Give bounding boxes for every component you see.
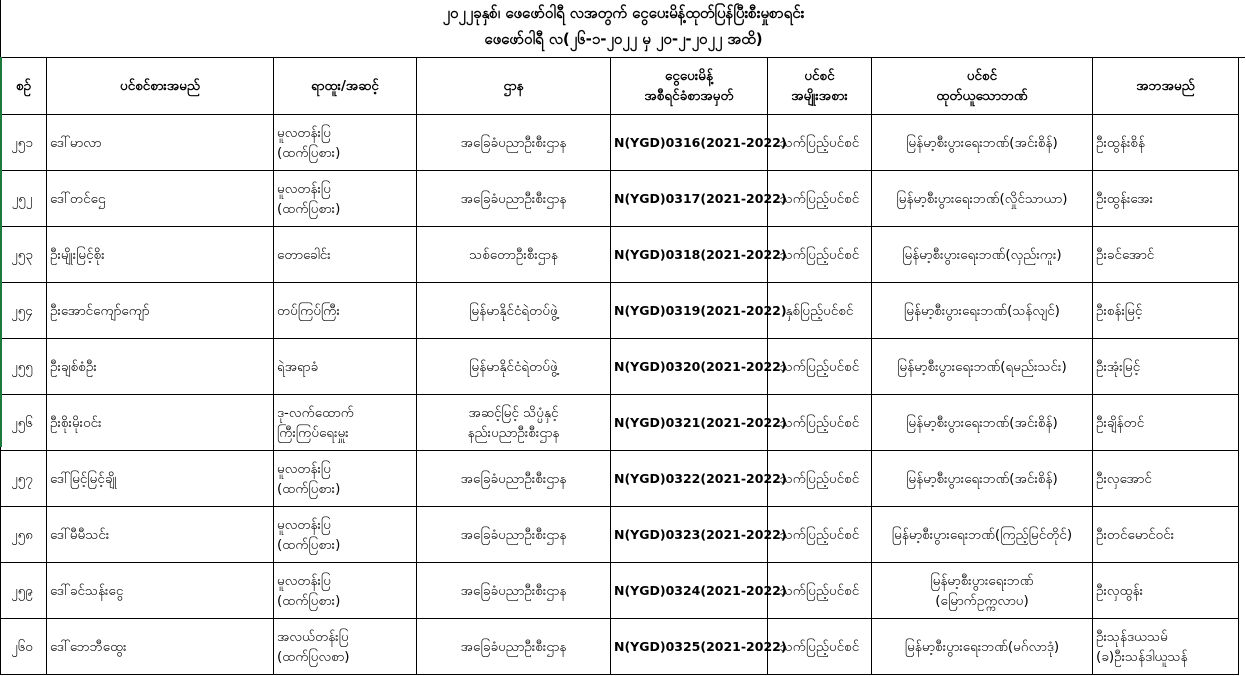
cell-name-text: ဦးမျိုးမြင့်စိုး <box>50 246 105 263</box>
report-title <box>0 0 1245 58</box>
cell-type[interactable] <box>768 451 872 507</box>
cell-bank-text: မြန်မာ့စီးပွားရေးဘဏ်(ရမည်းသင်း) <box>897 358 1067 375</box>
cell-rank[interactable] <box>274 283 417 339</box>
cell-order[interactable] <box>611 115 787 171</box>
cell-order[interactable] <box>611 395 787 451</box>
cell-bank-text: မြန်မာ့စီးပွားရေးဘဏ်(မဂ်လာဒုံ) <box>904 638 1060 655</box>
cell-bank[interactable] <box>872 227 1093 283</box>
cell-no-text: ၂၅၂ <box>11 190 33 207</box>
cell-type-text: သက်ပြည့်ပင်စင် <box>779 358 860 375</box>
cell-father-text: ဦးအုံးမြင့် <box>1096 358 1141 375</box>
cell-rank-text: မူလတန်းပြ <box>277 124 331 141</box>
cell-rank-text: တောခေါင်း <box>277 246 331 263</box>
cell-rank[interactable] <box>274 115 417 171</box>
cell-bank-text: မြန်မာ့စီးပွားရေးဘဏ်(အင်းစိန်) <box>906 470 1058 487</box>
cell-name[interactable] <box>47 451 274 507</box>
cell-no[interactable] <box>1 115 47 171</box>
cell-order-text: N(YGD)0319(2021-2022) <box>614 302 787 318</box>
cell-name[interactable] <box>47 171 274 227</box>
cell-no-text: ၂၅၇ <box>11 470 33 487</box>
table-row <box>1 227 1239 283</box>
cell-name[interactable] <box>47 395 274 451</box>
cell-dept[interactable] <box>417 395 611 451</box>
cell-father[interactable] <box>1093 283 1239 339</box>
cell-bank-text: မြန်မာ့စီးပွားရေးဘဏ်(လှည်းကူး) <box>902 246 1062 263</box>
cell-father-text: ဦးတင်မောင်ဝင်း <box>1096 526 1175 543</box>
cell-name-text: ဒေါ်မာလာ <box>50 134 102 151</box>
header-father[interactable]: အဘအမည် <box>1093 58 1239 115</box>
cell-order[interactable] <box>611 563 787 619</box>
table-row <box>1 171 1239 227</box>
table-body <box>1 115 1239 675</box>
cell-dept-text: နည်းပညာဦးစီးဌာန <box>467 424 560 441</box>
cell-father[interactable] <box>1093 171 1239 227</box>
cell-type-text: သက်ပြည့်ပင်စင် <box>779 246 860 263</box>
cell-name[interactable] <box>47 619 274 675</box>
cell-rank[interactable] <box>274 619 417 675</box>
cell-father[interactable] <box>1093 339 1239 395</box>
cell-type-text: သက်ပြည့်ပင်စင် <box>779 470 860 487</box>
cell-type[interactable] <box>768 563 872 619</box>
cell-dept-text: အခြေခံပညာဦးစီးဌာန <box>460 638 567 655</box>
cell-dept[interactable] <box>417 115 611 171</box>
cell-bank[interactable] <box>872 563 1093 619</box>
cell-rank-text: (ထက်ပြစား) <box>277 536 341 553</box>
cell-bank-text: မြန်မာ့စီးပွားရေးဘဏ်(သန်လျင်) <box>904 302 1060 319</box>
cell-type[interactable] <box>768 507 872 563</box>
cell-rank[interactable] <box>274 339 417 395</box>
cell-type-text: နှစ်ပြည့်ပင်စင် <box>785 302 854 319</box>
cell-rank-text: ရဲအရာခံ <box>277 358 319 375</box>
cell-bank[interactable] <box>872 283 1093 339</box>
cell-order[interactable] <box>611 227 787 283</box>
table-row <box>1 395 1239 451</box>
cell-no[interactable] <box>1 339 47 395</box>
cell-name-text: ဦးစိုးမိုးဝင်း <box>50 414 102 431</box>
title-line-2: ဖေဖော်ဝါရီ လ(၂၆-၁-၂၀၂၂ မှ ၂၀-၂-၂၀၂၂ အထိ) <box>484 30 763 48</box>
cell-bank-text: မြန်မာ့စီးပွားရေးဘဏ်(အင်းစိန်) <box>906 414 1058 431</box>
header-type-l2: အမျိုးအစား <box>791 88 848 104</box>
cell-bank[interactable] <box>872 507 1093 563</box>
cell-order-text: N(YGD)0317(2021-2022) <box>614 190 787 206</box>
cell-no[interactable] <box>1 227 47 283</box>
cell-no[interactable] <box>1 619 47 675</box>
cell-rank-text: (ထက်ပြစား) <box>277 480 341 497</box>
cell-no[interactable] <box>1 171 47 227</box>
cell-dept[interactable] <box>417 227 611 283</box>
cell-bank[interactable] <box>872 339 1093 395</box>
cell-order-text: N(YGD)0323(2021-2022) <box>614 526 787 542</box>
header-dept[interactable]: ဌာန <box>417 58 611 115</box>
cell-type-text: သက်ပြည့်ပင်စင် <box>779 190 860 207</box>
row-selection-indicator <box>0 57 2 447</box>
cell-no[interactable] <box>1 451 47 507</box>
cell-name[interactable] <box>47 115 274 171</box>
table-row <box>1 283 1239 339</box>
cell-rank-text: (ထက်ပြလစာ) <box>277 648 350 665</box>
cell-father-text: ဦးလှအောင် <box>1096 470 1152 487</box>
cell-type[interactable] <box>768 339 872 395</box>
cell-name[interactable] <box>47 339 274 395</box>
cell-dept-text: အခြေခံပညာဦးစီးဌာန <box>460 134 567 151</box>
cell-dept[interactable] <box>417 619 611 675</box>
header-bank-l1: ပင်စင် <box>966 68 998 84</box>
table-row <box>1 507 1239 563</box>
cell-name-text: ဒေါ်မြင့်မြင့်ချို <box>50 470 117 487</box>
cell-father-text: (ခ)ဦးသန်ဒါယူသန် <box>1096 648 1188 665</box>
header-bank-l2: ထုတ်ယူသောဘဏ် <box>936 88 1028 104</box>
header-no[interactable]: စဉ် <box>1 58 47 115</box>
header-owner[interactable]: ပင်စင်စားအမည် <box>47 58 274 115</box>
cell-name[interactable] <box>47 563 274 619</box>
cell-name-text: ဒေါ်တင်ဌေ <box>50 190 106 207</box>
cell-father-text: ဦးထွန်းစိန် <box>1096 134 1145 151</box>
table-row <box>1 563 1239 619</box>
table-row <box>1 451 1239 507</box>
cell-rank-text: တပ်ကြပ်ကြီး <box>277 302 340 319</box>
cell-bank-text: မြန်မာ့စီးပွားရေးဘဏ်(ကြည့်မြင်တိုင်) <box>891 526 1073 543</box>
cell-dept-text: အခြေခံပညာဦးစီးဌာန <box>460 190 567 207</box>
cell-father-text: ဦးချိန်တင် <box>1096 414 1145 431</box>
table-row <box>1 339 1239 395</box>
cell-order-text: N(YGD)0316(2021-2022) <box>614 134 787 150</box>
cell-type-text: သက်ပြည့်ပင်စင် <box>779 414 860 431</box>
cell-dept[interactable] <box>417 283 611 339</box>
cell-rank-text: (ထက်ပြစား) <box>277 200 341 217</box>
cell-rank[interactable] <box>274 227 417 283</box>
header-order[interactable] <box>611 58 768 115</box>
cell-no-text: ၂၅၁ <box>11 134 33 151</box>
cell-bank[interactable] <box>872 395 1093 451</box>
cell-type[interactable] <box>768 227 872 283</box>
cell-name-text: ဒေါ်ခင်သန်းငွေ <box>50 582 124 599</box>
cell-father-text: ဦးခင်အောင် <box>1096 246 1155 263</box>
cell-no-text: ၂၅၃ <box>11 246 33 263</box>
cell-type[interactable] <box>768 115 872 171</box>
cell-no-text: ၂၅၄ <box>11 302 33 319</box>
cell-father[interactable] <box>1093 619 1239 675</box>
cell-order-text: N(YGD)0320(2021-2022) <box>614 358 787 374</box>
cell-no-text: ၂၆၀ <box>11 638 33 655</box>
header-bank[interactable] <box>872 58 1093 115</box>
cell-order[interactable] <box>611 619 787 675</box>
cell-rank-text: မူလတန်းပြ <box>277 460 331 477</box>
cell-rank-text: ကြီးကြပ်ရေးမှူး <box>277 424 349 441</box>
cell-type[interactable] <box>768 171 872 227</box>
cell-type[interactable] <box>768 395 872 451</box>
cell-order-text: N(YGD)0324(2021-2022) <box>614 582 787 598</box>
cell-bank-text: မြန်မာ့စီးပွားရေးဘဏ်(အင်းစိန်) <box>906 134 1058 151</box>
cell-order[interactable] <box>611 283 787 339</box>
cell-no[interactable] <box>1 563 47 619</box>
header-order-l2: အစီရင်ခံစာအမှတ် <box>644 88 734 104</box>
cell-no[interactable] <box>1 395 47 451</box>
cell-father[interactable] <box>1093 507 1239 563</box>
cell-type-text: သက်ပြည့်ပင်စင် <box>779 526 860 543</box>
cell-father-text: ဦးစန်းမြင့် <box>1096 302 1143 319</box>
cell-dept-text: အခြေခံပညာဦးစီးဌာန <box>460 582 567 599</box>
cell-no-text: ၂၅၉ <box>11 582 33 599</box>
pension-table <box>0 57 1239 675</box>
table-row <box>1 115 1239 171</box>
cell-rank-text: အလယ်တန်းပြ <box>277 628 349 645</box>
table-row <box>1 619 1239 675</box>
cell-order-text: N(YGD)0318(2021-2022) <box>614 246 787 262</box>
cell-rank[interactable] <box>274 563 417 619</box>
cell-no[interactable] <box>1 507 47 563</box>
cell-bank[interactable] <box>872 619 1093 675</box>
cell-name-text: ဦးအောင်ကျော်ကျော် <box>50 302 150 319</box>
cell-father-text: ဦးထွန်းအေး <box>1096 190 1154 207</box>
cell-type-text: သက်ပြည့်ပင်စင် <box>779 134 860 151</box>
cell-order-text: N(YGD)0321(2021-2022) <box>614 414 787 430</box>
cell-order-text: N(YGD)0325(2021-2022) <box>614 638 787 654</box>
cell-dept-text: မြန်မာနိုင်ငံရဲတပ်ဖွဲ့ <box>469 358 558 375</box>
cell-dept[interactable] <box>417 507 611 563</box>
cell-no-text: ၂၅၅ <box>11 358 33 375</box>
cell-bank-text: (မြောက်ဥက္ကလာပ) <box>935 592 1029 609</box>
cell-rank-text: မူလတန်းပြ <box>277 516 331 533</box>
cell-dept[interactable] <box>417 563 611 619</box>
cell-dept[interactable] <box>417 171 611 227</box>
cell-no-text: ၂၅၆ <box>11 414 33 431</box>
title-line-1: ၂၀၂၂ခုနှစ်၊ ဖေဖော်ဝါရီ လအတွက် ငွေပေးမိန့်ထုတ်ပြန်ပြီးစီးမှုစာရင်း <box>442 4 805 22</box>
cell-rank-text: (ထက်ပြစား) <box>277 144 341 161</box>
cell-dept-text: အခြေခံပညာဦးစီးဌာန <box>460 526 567 543</box>
cell-father[interactable] <box>1093 395 1239 451</box>
cell-order-text: N(YGD)0322(2021-2022) <box>614 470 787 486</box>
cell-dept-text: မြန်မာနိုင်ငံရဲတပ်ဖွဲ့ <box>469 302 558 319</box>
cell-father-text: ဦးလှထွန်း <box>1096 582 1144 599</box>
cell-rank[interactable] <box>274 171 417 227</box>
cell-rank[interactable] <box>274 507 417 563</box>
cell-bank[interactable] <box>872 171 1093 227</box>
header-type[interactable] <box>768 58 872 115</box>
cell-rank-text: (ထက်ပြစား) <box>277 592 341 609</box>
header-order-l1: ငွေပေးမိန့် <box>665 68 713 84</box>
cell-father[interactable] <box>1093 563 1239 619</box>
cell-dept-text: အဆင့်မြင့် သိပ္ပံနှင့် <box>468 404 559 421</box>
cell-father[interactable] <box>1093 115 1239 171</box>
cell-type-text: သက်ပြည့်ပင်စင် <box>779 582 860 599</box>
cell-name[interactable] <box>47 227 274 283</box>
cell-rank[interactable] <box>274 451 417 507</box>
cell-name-text: ဒေါ်ဘေဘီထွေး <box>50 638 127 655</box>
cell-father-text: ဦးသုန်ဒယသမ် <box>1096 628 1168 645</box>
cell-type[interactable] <box>768 619 872 675</box>
cell-name-text: ဒေါ်မီမီသင်း <box>50 526 110 543</box>
cell-father[interactable] <box>1093 451 1239 507</box>
cell-bank-text: မြန်မာ့စီးပွားရေးဘဏ် <box>930 572 1034 589</box>
cell-bank[interactable] <box>872 451 1093 507</box>
cell-order[interactable] <box>611 339 787 395</box>
cell-rank-text: မူလတန်းပြ <box>277 180 331 197</box>
cell-rank-text: ဒု-လက်ထောက် <box>277 404 354 421</box>
cell-order[interactable] <box>611 507 787 563</box>
header-row <box>1 58 1239 115</box>
cell-father[interactable] <box>1093 227 1239 283</box>
header-type-l1: ပင်စင် <box>804 68 835 84</box>
header-rank[interactable]: ရာထူး/အဆင့် <box>274 58 417 115</box>
cell-no-text: ၂၅၈ <box>11 526 33 543</box>
cell-type-text: သက်ပြည့်ပင်စင် <box>779 638 860 655</box>
cell-rank[interactable] <box>274 395 417 451</box>
cell-dept-text: အခြေခံပညာဦးစီးဌာန <box>460 470 567 487</box>
cell-bank-text: မြန်မာ့စီးပွားရေးဘဏ်(လှိုင်သာယာ) <box>896 190 1068 207</box>
cell-order[interactable] <box>611 171 787 227</box>
cell-order[interactable] <box>611 451 787 507</box>
cell-rank-text: မူလတန်းပြ <box>277 572 331 589</box>
cell-name-text: ဦးချစ်စံဦး <box>50 358 97 375</box>
cell-dept[interactable] <box>417 339 611 395</box>
cell-no[interactable] <box>1 283 47 339</box>
cell-dept[interactable] <box>417 451 611 507</box>
cell-name[interactable] <box>47 283 274 339</box>
cell-bank[interactable] <box>872 115 1093 171</box>
cell-name[interactable] <box>47 507 274 563</box>
cell-dept-text: သစ်တောဦးစီးဌာန <box>469 246 558 263</box>
